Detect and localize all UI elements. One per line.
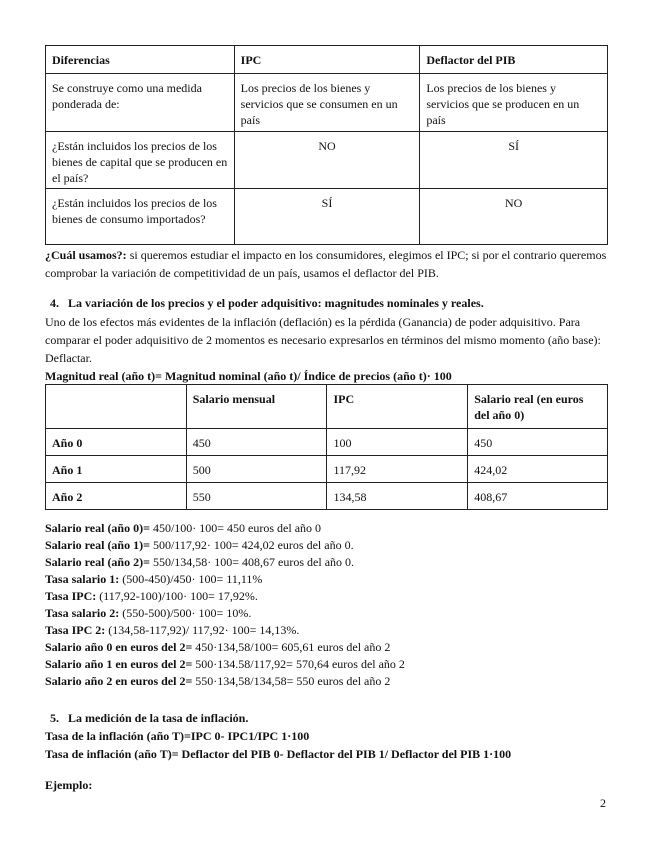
- table-cell: 134,58: [327, 483, 468, 510]
- section-5-heading: 5. La medición de la tasa de inflación.: [50, 711, 249, 725]
- table-cell: 408,67: [468, 483, 608, 510]
- table-row: [46, 483, 608, 510]
- header-cell: Salario real (en euros del año 0): [468, 385, 608, 429]
- table-cell: Se construye como una medida ponderada de:: [46, 74, 235, 132]
- table-cell: Año 1: [46, 456, 187, 483]
- table-cell: Los precios de los bienes y servicios que se producen en un país: [420, 74, 608, 132]
- table-cell: ¿Están incluidos los precios de los bienes de capital que se producen en el país?: [46, 132, 235, 189]
- header-cell: Salario mensual: [186, 385, 327, 429]
- calc-line: Tasa salario 1: (500-450)/450· 100= 11,11%: [45, 572, 263, 586]
- real-magnitude-formula: Magnitud real (año t)= Magnitud nominal (año t)/ Índice de precios (año t)· 100: [45, 369, 452, 383]
- header-cell: [46, 385, 187, 429]
- table-row: [46, 74, 608, 132]
- header-cell: Deflactor del PIB: [420, 46, 608, 74]
- calc-line: Salario real (año 0)= 450/100· 100= 450 euros del año 0: [45, 521, 322, 535]
- table-cell: 100: [327, 429, 468, 456]
- table-cell: SÍ: [234, 189, 420, 245]
- calc-line: Tasa salario 2: (550-500)/500· 100= 10%.: [45, 606, 252, 620]
- calc-line: Salario año 0 en euros del 2= 450·134,58/100= 605,61 euros del año 2: [45, 640, 391, 654]
- table-cell: Año 2: [46, 483, 187, 510]
- calc-line: Tasa IPC 2: (134,58-117,92)/ 117,92· 100= 14,13%.: [45, 623, 300, 637]
- table-cell: Los precios de los bienes y servicios que se consumen en un país: [234, 74, 420, 132]
- calc-line: Salario año 1 en euros del 2= 500·134.58/117,92= 570,64 euros del año 2: [45, 657, 405, 671]
- table-cell: SÍ: [420, 132, 608, 189]
- salary-table: [45, 384, 608, 510]
- which-to-use-text: si queremos estudiar el impacto en los consumidores, elegimos el IPC; si por el contrario queremos comprobar la variación de competitividad de un país, usamos el deflactor del PIB.: [45, 248, 607, 280]
- header-cell: IPC: [327, 385, 468, 429]
- calc-line: Tasa IPC: (117,92-100)/100· 100= 17,92%.: [45, 589, 258, 603]
- table-row: [46, 456, 608, 483]
- table-header-row: [46, 46, 608, 74]
- table-row: [46, 429, 608, 456]
- table-cell: ¿Están incluidos los precios de los bienes de consumo importados?: [46, 189, 235, 245]
- table-row: [46, 189, 608, 245]
- section-4-heading: 4. La variación de los precios y el poder adquisitivo: magnitudes nominales y reales.: [50, 296, 484, 310]
- table-cell: NO: [420, 189, 608, 245]
- table-cell: 450: [468, 429, 608, 456]
- table-row: [46, 132, 608, 189]
- table-cell: 117,92: [327, 456, 468, 483]
- table-cell: NO: [234, 132, 420, 189]
- calc-line: Salario año 2 en euros del 2= 550·134,58/134,58= 550 euros del año 2: [45, 674, 391, 688]
- table-cell: 500: [186, 456, 327, 483]
- which-to-use-paragraph: [45, 246, 610, 282]
- table-cell: 450: [186, 429, 327, 456]
- table-cell: 550: [186, 483, 327, 510]
- page-number: 2: [600, 796, 606, 810]
- section-4-paragraph: Uno de los efectos más evidentes de la inflación (deflación) es la pérdida (Ganancia) de poder adquisitivo. Para comparar el poder adquisitivo de 2 momentos es necesario expresarlos en términos del mismo momento (año base): Deflactar.: [45, 315, 601, 365]
- header-cell: Diferencias: [46, 46, 235, 74]
- header-cell: IPC: [234, 46, 420, 74]
- comparison-table: [45, 45, 608, 245]
- inflation-formula-ipc: Tasa de la inflación (año T)=IPC 0- IPC1/IPC 1·100: [45, 729, 310, 743]
- which-to-use-label: ¿Cuál usamos?:: [45, 248, 127, 262]
- table-header-row: [46, 385, 608, 429]
- calc-line: Salario real (año 1)= 500/117,92· 100= 424,02 euros del año 0.: [45, 538, 354, 552]
- calc-line: Salario real (año 2)= 550/134,58· 100= 408,67 euros del año 0.: [45, 555, 355, 569]
- inflation-formula-deflator: Tasa de inflación (año T)= Deflactor del PIB 0- Deflactor del PIB 1/ Deflactor del PIB 1·100: [45, 747, 512, 761]
- table-cell: Año 0: [46, 429, 187, 456]
- example-label: Ejemplo:: [45, 778, 93, 792]
- table-cell: 424,02: [468, 456, 608, 483]
